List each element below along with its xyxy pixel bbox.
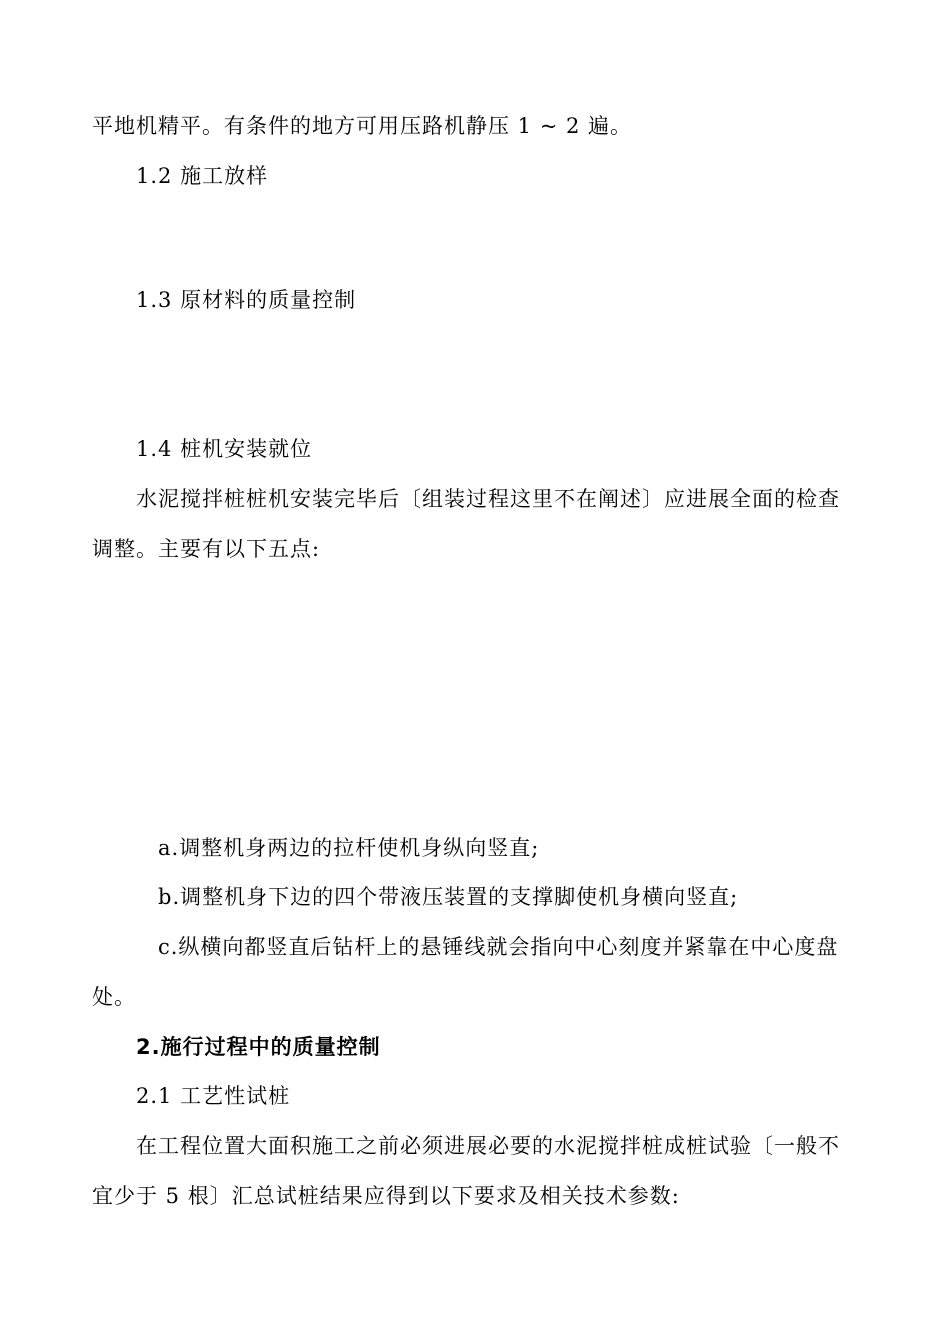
paragraph-2-1-line2: 宜少于 5 根〕汇总试桩结果应得到以下要求及相关技术参数: [92, 1184, 680, 1208]
list-item-c-line2: 处。 [92, 985, 136, 1009]
list-item-a: a.调整机身两边的拉杆使机身纵向竖直; [158, 836, 540, 860]
section-heading-1-2: 1.2 施工放样 [136, 164, 269, 188]
section-heading-2-1: 2.1 工艺性试桩 [136, 1084, 291, 1108]
paragraph-1-4-line1: 水泥搅拌桩桩机安装完毕后〔组装过程这里不在阐述〕应进展全面的检查 [136, 487, 840, 511]
paragraph-2-1-line1: 在工程位置大面积施工之前必须进展必要的水泥搅拌桩成桩试验〔一般不 [136, 1134, 840, 1158]
section-heading-2: 2.施行过程中的质量控制 [136, 1035, 381, 1059]
paragraph-continuation: 平地机精平。有条件的地方可用压路机静压 1 ~ 2 遍。 [92, 114, 633, 138]
paragraph-1-4-line2: 调整。主要有以下五点: [92, 537, 321, 561]
section-heading-1-3: 1.3 原材料的质量控制 [136, 288, 357, 312]
section-heading-1-4: 1.4 桩机安装就位 [136, 437, 313, 461]
list-item-c-line1: c.纵横向都竖直后钻杆上的悬锤线就会指向中心刻度并紧靠在中心度盘 [158, 935, 839, 959]
list-item-b: b.调整机身下边的四个带液压装置的支撑脚使机身横向竖直; [158, 885, 739, 909]
